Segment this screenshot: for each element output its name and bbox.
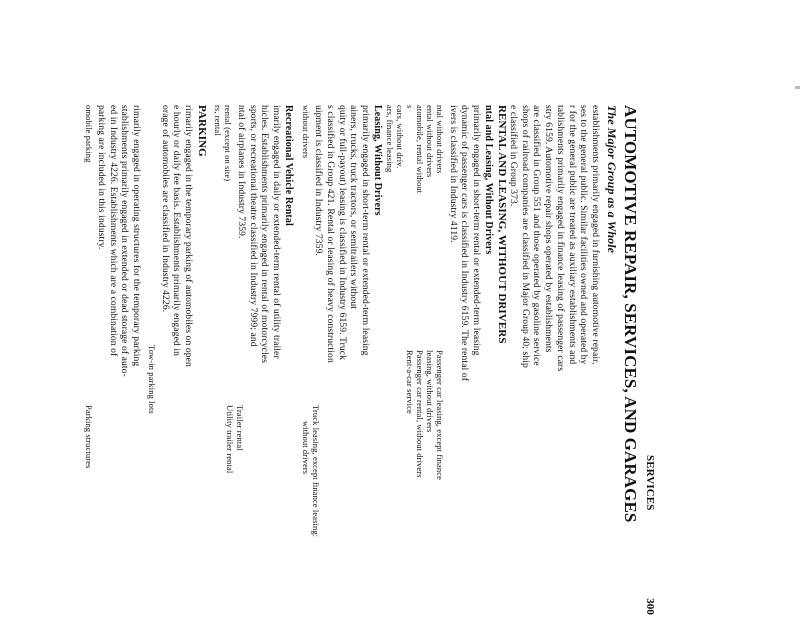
list-item: ars, finance leasing [385, 105, 395, 173]
text-line: ses to the general public. Similar facilities owned and operated by [578, 105, 590, 365]
list-item: Parking structures [84, 405, 94, 469]
page-number: 300 [644, 598, 656, 615]
section4-paragraph [159, 105, 194, 618]
section1-paragraph [447, 105, 482, 618]
index-list-left [84, 105, 94, 162]
major-group-subtitle: The Major Group as a Whole [605, 105, 619, 254]
text-line: shops of railroad companies are classified in Major Group 40; ship [519, 105, 531, 368]
list-item: leasing, without drivers [425, 350, 435, 433]
list-item: rental (except on site) [223, 105, 233, 182]
section2-paragraph [312, 105, 371, 618]
text-line: rimarily engaged in the temporary parking of automobiles on open [183, 105, 194, 367]
subsection-heading-rv-rental: Recreational Vehicle Rental [283, 105, 294, 226]
text-line: stry 6159. Automotive repair shops operated by establishments [543, 105, 555, 353]
text-line: imarily engaged in daily or extended-term rental of utility trailer [271, 105, 282, 359]
section3-paragraph [235, 105, 282, 618]
scan-smudge [795, 86, 800, 89]
list-item: cars, without driv. [395, 105, 405, 169]
list-item: Tow-in parking lots [147, 345, 157, 414]
text-line: primarily engaged in short-term rental or extended-term leasing [471, 105, 482, 356]
text-line: establishments primarily engaged in furnishing automotive repair, [590, 105, 601, 365]
list-item: Utility trailer rental [225, 405, 235, 474]
subsection-heading-truck-rental: Leasing, Without Drivers [372, 105, 383, 216]
index-list-left [213, 105, 233, 181]
text-line: dynamic of passenger cars is classified in Industry 6159. The rental of [459, 105, 471, 382]
section-heading-parking: PARKING [196, 105, 208, 157]
index-list-right [225, 405, 245, 473]
list-item: Passenger car leasing, except finance [435, 350, 445, 480]
text-line: ivers is classified in Industry 4119. [447, 105, 459, 243]
text-line: rimarily engaged in operating structures for the temporary parking [131, 105, 142, 367]
text-line: r for the general public are treated as auxiliary establishments and [566, 105, 578, 365]
major-group-title: AUTOMOTIVE REPAIR, SERVICES, AND GARAGES [621, 105, 640, 523]
list-item: omobile parking [84, 105, 94, 163]
list-item: without drivers [301, 421, 311, 475]
list-item: Truck leasing, except finance leasing: [311, 405, 321, 538]
text-line: orage of automobiles are classified in Industry 4226. [159, 105, 171, 313]
running-header [641, 105, 655, 618]
section5-paragraph [95, 105, 142, 618]
list-item: without drivers [301, 105, 311, 159]
text-line: hicles. Establishments primarily engaged in rental of motorcycles [259, 105, 271, 363]
index-list-left [301, 105, 311, 158]
header-section: SERVICES [644, 455, 656, 511]
intro-paragraph [507, 105, 601, 618]
list-item: Trailer rental [235, 405, 245, 451]
text-line: e hourly or daily fee basis. Establishments primarily engaged in [171, 105, 183, 356]
list-item: s [405, 105, 415, 109]
subsection-heading-car-rental: ntal and Leasing, Without Drivers [483, 105, 494, 255]
index-list-right [84, 405, 94, 468]
section-heading-rental-leasing: RENTAL AND LEASING, WITHOUT DRIVERS [496, 105, 508, 344]
rotated-document [84, 105, 656, 618]
index-list-right [405, 350, 445, 480]
list-item: Rent-a-car service [405, 350, 415, 414]
list-item: ental without drivers [425, 105, 435, 178]
text-line: s classified in Group 421. Rental or leasing of heavy construction [324, 105, 336, 363]
list-item: atomobile, rental without [415, 105, 425, 194]
text-line: are classified in Group 551 and those operated by gasoline service [531, 105, 543, 366]
text-line: ed in Industry 4226. Establishments which are a combination of [107, 105, 119, 357]
index-list-right [147, 345, 157, 414]
index-list-right [301, 405, 321, 537]
text-line: quity or full-payout) leasing is classified in Industry 6159. Truck [336, 105, 348, 361]
list-item: Passenger car rental, without drivers [415, 350, 425, 478]
text-line: primarily engaged in short-term rental or extended-term leasing [360, 105, 371, 356]
text-line: sports, or recreational theatre classified in Industry 7999; and [247, 105, 259, 347]
text-line: ntal of airplanes in Industry 7359. [235, 105, 247, 239]
list-item: ntal without drivers [435, 105, 445, 174]
text-line: parking are included in this industry. [95, 105, 107, 250]
text-line: e classified in Group 373. [508, 105, 520, 207]
text-line: ainers, trucks, truck tractors, or semitrailers without [348, 105, 360, 309]
text-line: uipment is classified in Industry 7359. [313, 105, 325, 256]
text-line: tablishments primarily engaged in finance leasing of passenger cars [554, 105, 566, 372]
list-item: rs, rental [213, 105, 223, 136]
index-list-left [385, 105, 445, 193]
text-line: stablishments primarily engaged in extended or dead storage of auto- [119, 105, 131, 377]
